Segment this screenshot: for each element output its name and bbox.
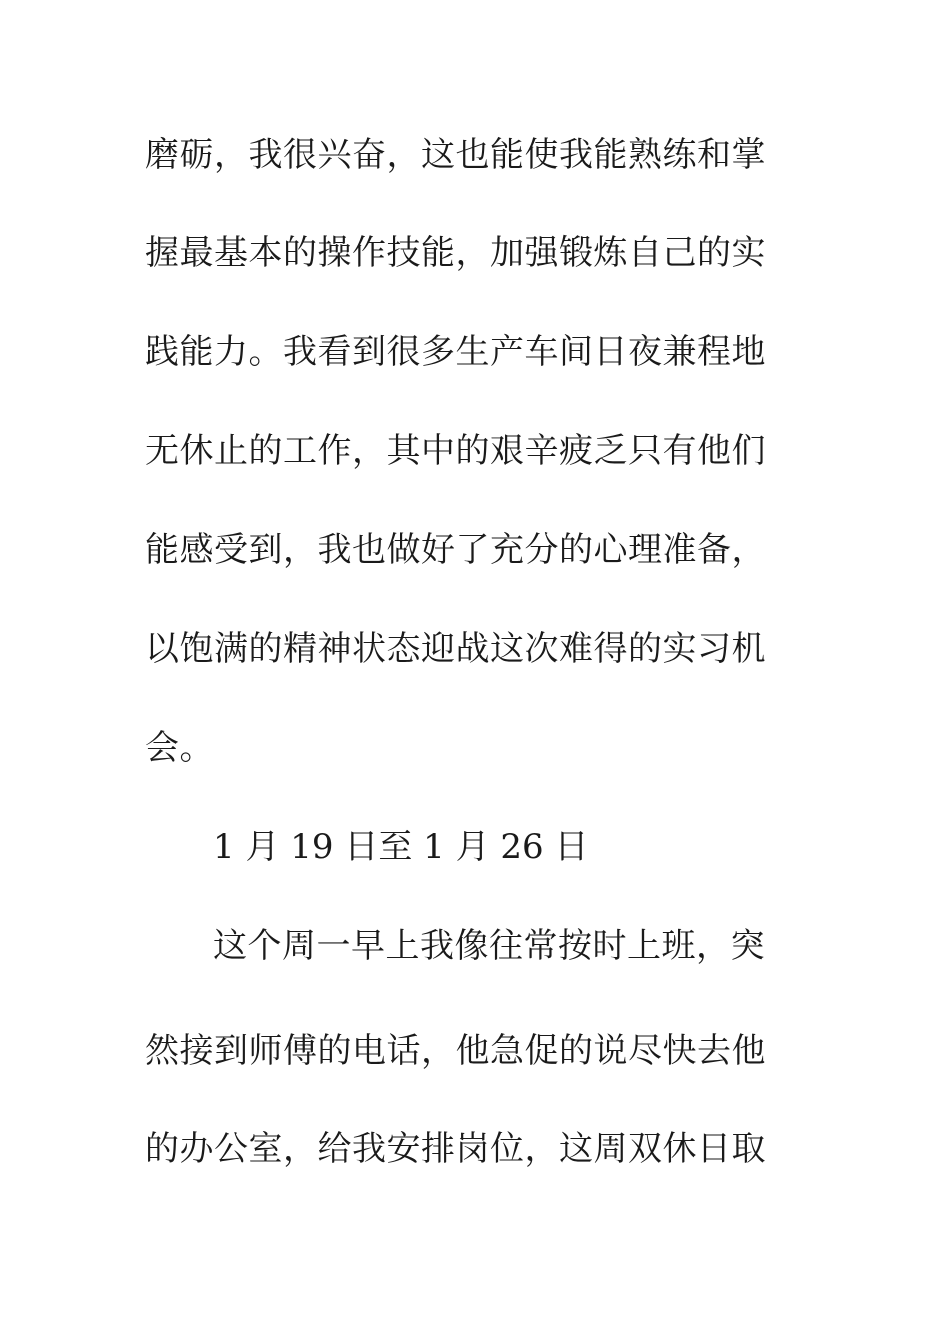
date-range-heading: 1 月 19 日至 1 月 26 日 [213, 827, 589, 867]
paragraph-line: 能感受到，我也做好了充分的心理准备， [145, 530, 766, 570]
paragraph-line: 无休止的工作，其中的艰辛疲乏只有他们 [145, 431, 766, 471]
paragraph-line: 会。 [145, 728, 214, 768]
paragraph-line: 磨砺，我很兴奋，这也能使我能熟练和掌 [145, 135, 766, 175]
paragraph-line: 以饱满的精神状态迎战这次难得的实习机 [145, 629, 766, 669]
paragraph-line: 践能力。我看到很多生产车间日夜兼程地 [145, 332, 766, 372]
paragraph-line: 握最基本的操作技能，加强锻炼自己的实 [145, 233, 766, 273]
paragraph-line: 然接到师傅的电话，他急促的说尽快去他 [145, 1031, 766, 1071]
paragraph-line: 这个周一早上我像往常按时上班，突 [213, 926, 765, 966]
paragraph-line: 的办公室，给我安排岗位，这周双休日取 [145, 1129, 766, 1169]
